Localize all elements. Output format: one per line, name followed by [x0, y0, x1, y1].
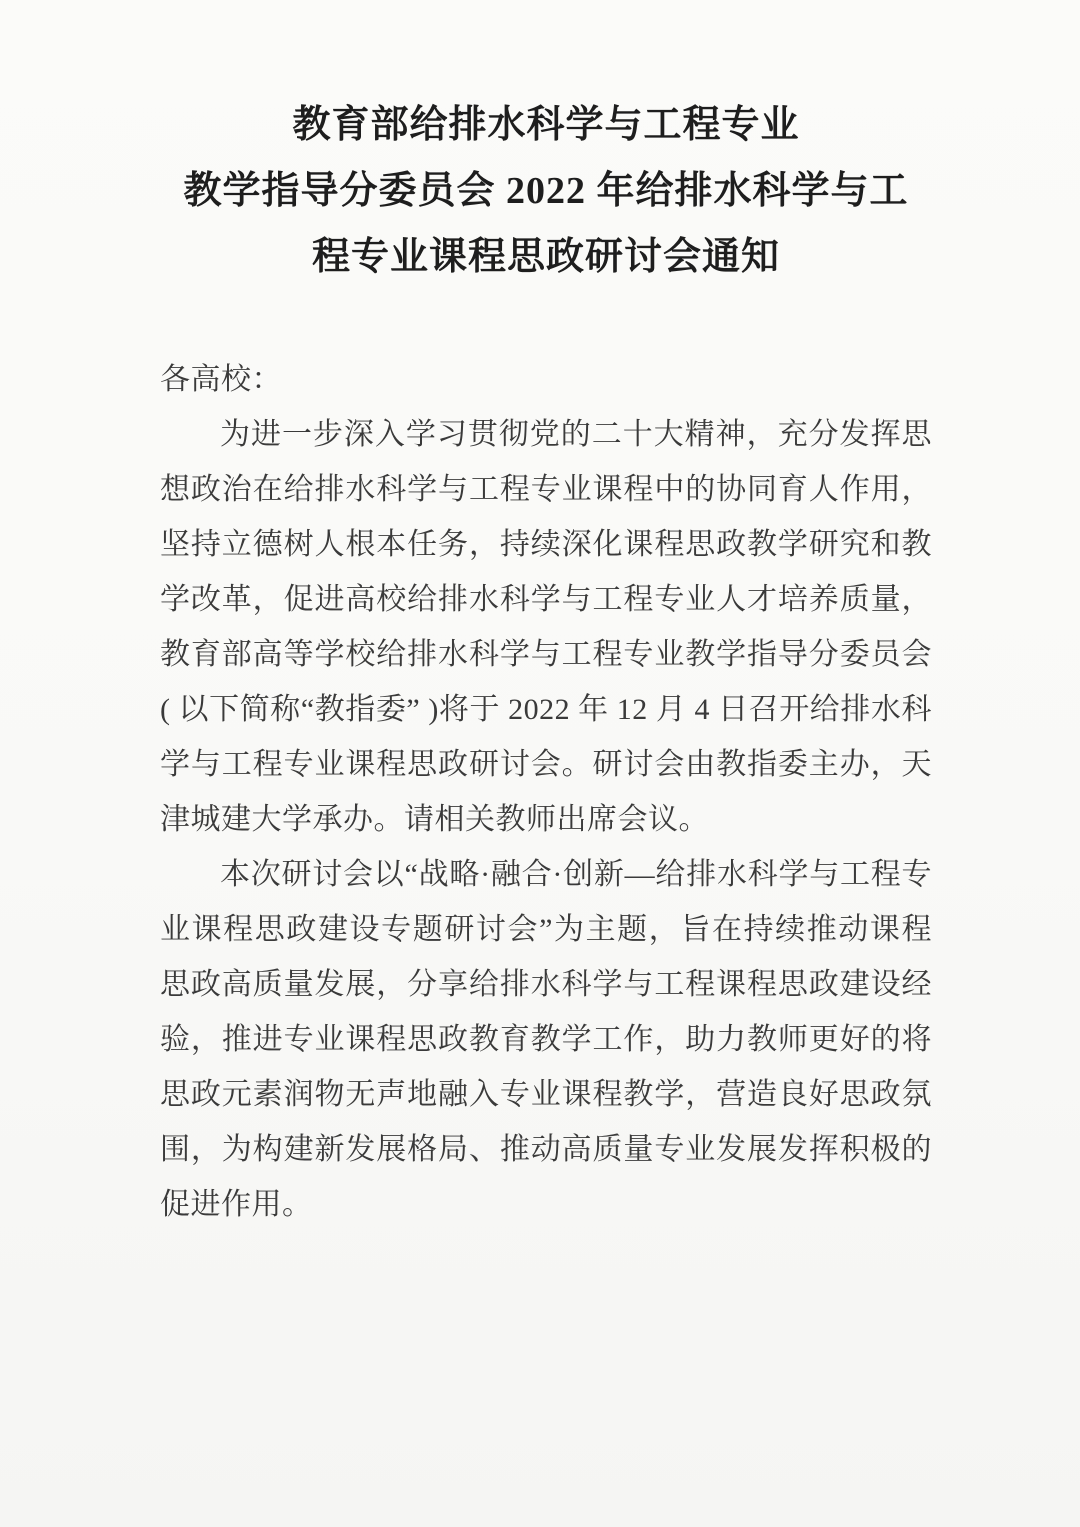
document-body	[160, 352, 932, 1232]
salutation: 各高校：	[160, 363, 282, 396]
document-title-line-3: 程专业课程思政研讨会通知	[311, 236, 780, 278]
document-title	[160, 92, 932, 290]
paragraph-1: 为进一步深入学习贯彻党的二十大精神，充分发挥思想政治在给排水科学与工程专业课程中的协同育人作用，坚持立德树人根本任务，持续深化课程思政教学研究和教学改革，促进高校给排水科学与工程专业人才培养质量，教育部高等学校给排水科学与工程专业教学指导分委员会( 以下简称“教指委” )将于 2022 年 12 月 4 日召开给排水科学与工程专业课程思政研讨会。研讨会由教指委主办，天津城建大学承办。请相关教师出席会议。	[160, 418, 932, 836]
paragraph-2: 本次研讨会以“战略·融合·创新—给排水科学与工程专业课程思政建设专题研讨会”为主题，旨在持续推动课程思政高质量发展，分享给排水科学与工程课程思政建设经验，推进专业课程思政教育教学工作，助力教师更好的将思政元素润物无声地融入专业课程教学，营造良好思政氛围，为构建新发展格局、推动高质量专业发展发挥积极的促进作用。	[160, 858, 932, 1221]
document-title-line-1: 教育部给排水科学与工程专业	[292, 104, 800, 146]
document-title-line-2: 教学指导分委员会 2022 年给排水科学与工	[183, 170, 909, 212]
